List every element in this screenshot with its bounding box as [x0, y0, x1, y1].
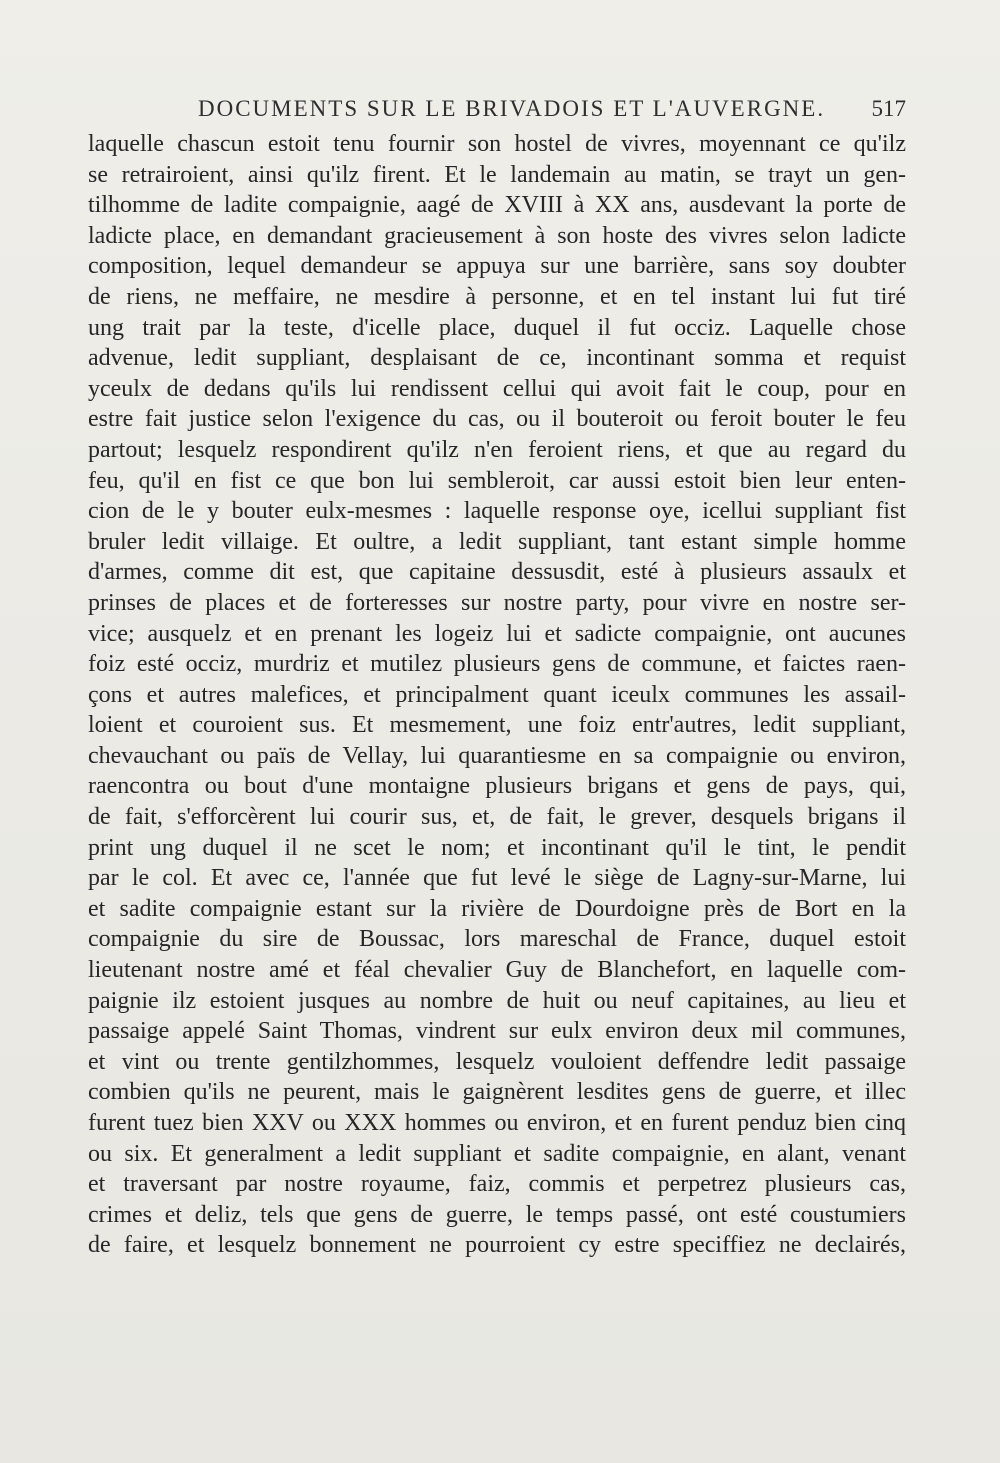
- text-line: par le col. Et avec ce, l'année que fut levé le siège de Lagny-sur-Marne, lui: [88, 865, 906, 892]
- text-line: prinses de places et de forteresses sur nostre party, pour vivre en nostre ser-: [88, 589, 906, 616]
- text-line: de fait, s'efforcèrent lui courir sus, et, de fait, le grever, desquels brigans il: [88, 804, 906, 831]
- page-number: 517: [871, 96, 906, 121]
- text-line: furent tuez bien XXV ou XXX hommes ou environ, et en furent penduz bien cinq: [88, 1110, 906, 1136]
- text-line: laquelle chascun estoit tenu fournir son hostel de vivres, moyennant ce qu'ilz: [88, 131, 906, 157]
- text-line: de riens, ne meffaire, ne mesdire à personne, et en tel instant lui fut tiré: [88, 283, 906, 310]
- text-line: ou six. Et generalment a ledit suppliant et sadite compaignie, en alant, venant: [88, 1140, 906, 1167]
- text-line: et sadite compaignie estant sur la rivière de Dourdoigne près de Bort en la: [88, 895, 906, 922]
- text-line: et traversant par nostre royaume, faiz, commis et perpetrez plusieurs cas,: [88, 1171, 906, 1198]
- text-line: combien qu'ils ne peurent, mais le gaignèrent lesdites gens de guerre, et illec: [88, 1079, 906, 1106]
- text-line: feu, qu'il en fist ce que bon lui sembleroit, car aussi estoit bien leur enten-: [88, 467, 906, 494]
- text-line: paignie ilz estoient jusques au nombre de huit ou neuf capitaines, au lieu et: [88, 987, 906, 1014]
- text-line: yceulx de dedans qu'ils lui rendissent cellui qui avoit fait le coup, pour en: [88, 375, 906, 402]
- text-line: bruler ledit villaige. Et oultre, a ledit suppliant, tant estant simple homme: [88, 528, 906, 555]
- text-line: d'armes, comme dit est, que capitaine dessusdit, esté à plusieurs assaulx et: [88, 559, 906, 586]
- text-line: partout; lesquelz respondirent qu'ilz n'en feroient riens, et que au regard du: [88, 436, 906, 463]
- text-line: loient et couroient sus. Et mesmement, une foiz entr'autres, ledit suppliant,: [88, 712, 906, 739]
- text-line: estre fait justice selon l'exigence du cas, ou il bouteroit ou feroit bouter le feu: [88, 406, 906, 433]
- text-line: raencontra ou bout d'une montaigne plusieurs brigans et gens de pays, qui,: [88, 773, 906, 800]
- text-line: vice; ausquelz et en prenant les logeiz lui et sadicte compaignie, ont aucunes: [88, 620, 906, 647]
- page-header: [88, 96, 906, 132]
- text-line: de faire, et lesquelz bonnement ne pourroient cy estre speciffiez ne declairés,: [88, 1232, 906, 1259]
- text-line: ladicte place, en demandant gracieusement à son hoste des vivres selon ladicte: [88, 222, 906, 249]
- running-title: DOCUMENTS SUR LE BRIVADOIS ET L'AUVERGNE.: [198, 96, 826, 121]
- text-line: tilhomme de ladite compaignie, aagé de XVIII à XX ans, ausdevant la porte de: [88, 192, 906, 219]
- text-line: passaige appelé Saint Thomas, vindrent sur eulx environ deux mil communes,: [88, 1018, 906, 1045]
- text-line: se retrairoient, ainsi qu'ilz firent. Et le landemain au matin, se trayt un gen-: [88, 161, 906, 188]
- text-line: cion de le y bouter eulx-mesmes : laquelle response oye, icellui suppliant fist: [88, 498, 906, 525]
- text-line: crimes et deliz, tels que gens de guerre, le temps passé, ont esté coustumiers: [88, 1201, 906, 1228]
- text-line: çons et autres malefices, et principalment quant iceulx communes les assail-: [88, 681, 906, 708]
- text-line: foiz esté occiz, murdriz et mutilez plusieurs gens de commune, et faictes raen-: [88, 651, 906, 678]
- text-line: lieutenant nostre amé et féal chevalier Guy de Blanchefort, en laquelle com-: [88, 957, 906, 984]
- text-line: advenue, ledit suppliant, desplaisant de ce, incontinant somma et requist: [88, 345, 906, 372]
- body-text: [88, 129, 906, 1261]
- text-line: et vint ou trente gentilzhommes, lesquelz vouloient deffendre ledit passaige: [88, 1048, 906, 1075]
- text-line: ung trait par la teste, d'icelle place, duquel il fut occiz. Laquelle chose: [88, 314, 906, 341]
- text-line: chevauchant ou païs de Vellay, lui quarantiesme en sa compaignie ou environ,: [88, 742, 906, 769]
- text-line: compaignie du sire de Boussac, lors mareschal de France, duquel estoit: [88, 926, 906, 953]
- text-line: print ung duquel il ne scet le nom; et incontinant qu'il le tint, le pendit: [88, 834, 906, 861]
- text-line: composition, lequel demandeur se appuya sur une barrière, sans soy doubter: [88, 253, 906, 280]
